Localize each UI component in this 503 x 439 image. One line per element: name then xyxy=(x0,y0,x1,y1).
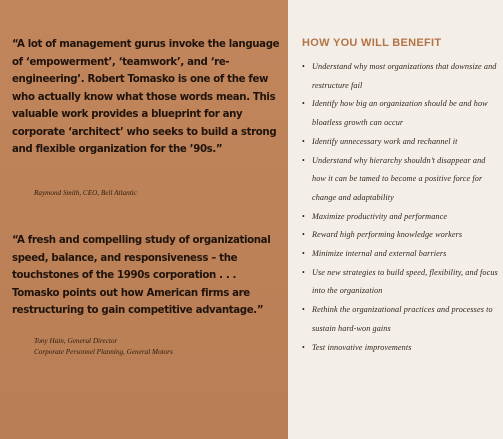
benefit-item xyxy=(302,301,498,338)
benefit-text: Identify unnecessary work and rechannel it xyxy=(312,136,458,146)
benefit-text: Minimize internal and external barriers xyxy=(312,249,447,259)
bullet-icon: • xyxy=(302,136,305,146)
quote-text-2: “A fresh and compelling study of organizational speed, balance, and responsiveness – the touchstones of the 1990s corporation . . . Tomasko points out how American firms are restructuring to gain competitive advantage.” xyxy=(12,235,271,316)
benefit-item xyxy=(302,152,498,208)
benefit-text: Rethink the organizational practices and processes to sustain hard-won gains xyxy=(312,305,493,333)
bullet-icon: • xyxy=(302,230,305,240)
attribution-line: Tony Hain, General Director xyxy=(34,337,118,345)
bullet-icon: • xyxy=(302,99,305,109)
benefit-item xyxy=(302,339,498,358)
benefit-item xyxy=(302,133,498,152)
benefit-text: Identify how big an organization should be and how bloatless growth can occur xyxy=(312,99,488,128)
benefit-text: Test innovative improvements xyxy=(312,342,412,352)
bullet-icon: • xyxy=(302,342,305,352)
attribution-line: Corporate Personnel Planning, General Motors xyxy=(34,348,173,356)
benefits-list xyxy=(302,58,498,357)
bullet-icon: • xyxy=(302,62,305,71)
benefit-item xyxy=(302,226,498,245)
benefit-text: Maximize productivity and performance xyxy=(312,211,448,221)
bullet-icon: • xyxy=(302,155,305,165)
bullet-icon: • xyxy=(302,211,305,221)
quote-attribution-2 xyxy=(34,336,173,358)
benefit-item xyxy=(302,264,498,301)
benefit-text: Use new strategies to build speed, flexibility, and focus into the organization xyxy=(312,267,498,296)
benefit-text: Understand why most organizations that downsize and restructure fail xyxy=(312,62,497,90)
bullet-icon: • xyxy=(302,249,305,259)
benefit-text: Reward high performing knowledge workers xyxy=(312,230,463,240)
quote-text-1: “A lot of management gurus invoke the language of ‘empowerment’, ‘teamwork’, and ‘re-engineering’. Robert Tomasko is one of the few who actually know what those words mean. This valuable work provides a blueprint for any corporate ‘architect’ who seeks to build a strong and flexible organization for the ’90s.” xyxy=(12,39,280,155)
benefit-item xyxy=(302,58,498,95)
benefit-item xyxy=(302,245,498,264)
benefits-heading: HOW YOU WILL BENEFIT xyxy=(302,37,442,49)
bullet-icon: • xyxy=(302,267,305,277)
attribution-line: Raymond Smith, CEO, Bell Atlantic xyxy=(34,189,137,197)
quote-attribution-1 xyxy=(34,188,137,199)
benefit-item xyxy=(302,95,498,132)
bullet-icon: • xyxy=(302,305,305,315)
benefit-text: Understand why hierarchy shouldn’t disappear and how it can be tamed to become a positive force for change and adaptability xyxy=(312,155,486,202)
benefit-item xyxy=(302,208,498,227)
